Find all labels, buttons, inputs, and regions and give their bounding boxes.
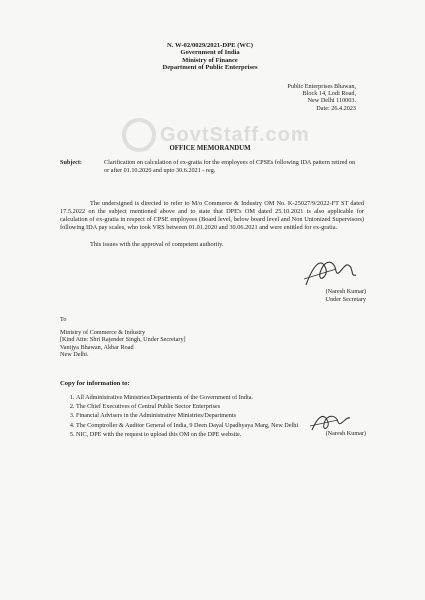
recipient-block bbox=[60, 316, 260, 359]
issue-date: Date: 26.4.2023 bbox=[316, 104, 356, 112]
department-name: Department of Public Enterprises bbox=[162, 64, 258, 72]
address-line-1: Public Enterprises Bhawan, bbox=[287, 83, 356, 90]
site-watermark: GovtStaff.com bbox=[160, 124, 310, 146]
subject-text: Clarification on calculation of ex-gratia for the employees of CPSEs following IDA pattern retired on or after 01.10.2020 and upto 30.6.2021 - reg. bbox=[104, 159, 356, 174]
copy-heading: Copy for information to: bbox=[60, 380, 130, 387]
letterhead bbox=[110, 42, 310, 72]
recipient-line-2: [Kind Attn: Shri Rajender Singh, Under Secretary] bbox=[60, 336, 186, 344]
copy-item: 5. NIC, DPE with the request to upload this OM on the DPE website. bbox=[76, 431, 364, 439]
signatory-designation: Under Secretary bbox=[325, 295, 366, 303]
recipient-line-1: Ministry of Commerce & Industry bbox=[60, 328, 146, 336]
copy-item: 4. The Comptroller & Auditor General of India, 9 Deen Dayal Upadhyaya Marg, New Delhi bbox=[76, 422, 364, 430]
file-number: N. W-02/0029/2021-DPE (WC) bbox=[167, 42, 253, 49]
memo-title: OFFICE MEMORANDUM bbox=[169, 145, 251, 152]
ministry-name: Ministry of Finance bbox=[182, 56, 238, 64]
copy-item: 3. Financial Advisers in the Administrative Ministries/Departments bbox=[76, 412, 364, 420]
address-line-2: Block 14, Lodi Road, bbox=[302, 90, 356, 98]
signature-icon bbox=[300, 255, 360, 291]
copy-signatory-name: (Naresh Kumar) bbox=[325, 430, 366, 437]
copy-item: 2. The Chief Executives of Central Public Sector Enterprises bbox=[76, 403, 364, 411]
recipient-line-4: New Delhi. bbox=[60, 351, 89, 359]
body-paragraph-1: The undersigned is directed to refer to M/o Commerce & Industry OM No. K-25027/9/2022-FT ST dated 17.5.2022 on the subject mentioned above and to state that DPE's OM dated 25.10.2021 is also applicable for calculation of ex-gratia in respect of CPSE employees (Board level, below board level and Non Unionized Supervisors) following IDA pay scales, who took VRS between 01.01.2020 and 30.06.2021 and were entitled for ex-gratia. bbox=[60, 200, 364, 232]
address-line-3: New Delhi 110003. bbox=[307, 97, 356, 105]
government-name: Government of India bbox=[180, 49, 240, 57]
signatory-block bbox=[296, 288, 366, 303]
to-label: To bbox=[60, 316, 67, 323]
body-paragraph-2: This issues with the approval of competent authority. bbox=[90, 241, 224, 248]
recipient-line-3: Vanijya Bhawan, Akbar Road bbox=[60, 343, 134, 351]
copy-item: 1. All Administrative Ministries/Departments of the Government of India. bbox=[76, 394, 364, 402]
subject-label: Subject: bbox=[60, 159, 82, 166]
address-block bbox=[240, 83, 356, 112]
signatory-name: (Naresh Kumar) bbox=[325, 288, 366, 295]
